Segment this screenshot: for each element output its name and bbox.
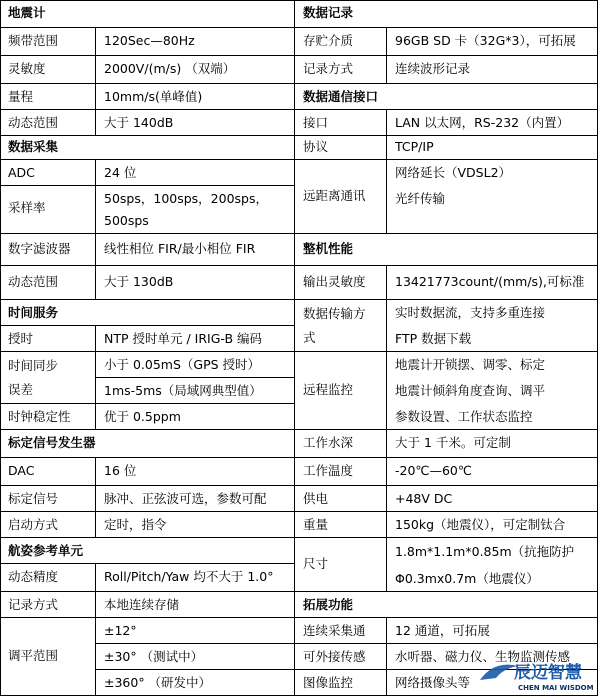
label-record-mode-right: 记录方式: [295, 56, 387, 84]
label-band: 频带范围: [0, 28, 96, 56]
section-extensions: 拓展功能: [295, 592, 598, 618]
label-sample-rate: 采样率: [0, 186, 96, 234]
value-dynamic-range-2: 大于 130dB: [96, 266, 295, 300]
section-time-service: 时间服务: [0, 300, 295, 326]
logo-en-text: CHEN MAI WISDOM: [518, 684, 594, 692]
label-output-sensitivity: 输出灵敏度: [295, 266, 387, 300]
logo-swoosh-icon: [480, 665, 518, 680]
value-timing: NTP 授时单元 / IRIG-B 编码: [96, 326, 295, 352]
value-dynamic-accuracy: Roll/Pitch/Yaw 均不大于 1.0°: [96, 564, 295, 592]
value-sync-gps: 小于 0.05mS（GPS 授时）: [96, 352, 295, 378]
value-leveling-30: ±30° （测试中）: [96, 644, 295, 670]
value-sample-rate: [96, 186, 295, 234]
value-storage: 96GB SD 卡（32G*3），可拓展: [387, 28, 598, 56]
label-storage: 存贮介质: [295, 28, 387, 56]
value-sensitivity: 2000V/(m/s) （双端）: [96, 56, 295, 84]
value-adc: 24 位: [96, 160, 295, 186]
label-weight: 重量: [295, 512, 387, 538]
label-leveling-range: 调平范围: [0, 618, 96, 696]
monitor-line-2: 地震计倾斜角度查询、调平: [395, 383, 546, 398]
value-leveling-12: ±12°: [96, 618, 295, 644]
value-leveling-360: ±360° （研发中）: [96, 670, 295, 696]
transfer-label-line-1: 数据传输方: [303, 306, 366, 321]
label-cal-signal: 标定信号: [0, 486, 96, 512]
transfer-label-line-2: 式: [303, 330, 316, 345]
label-sensitivity: 灵敏度: [0, 56, 96, 84]
label-dynamic-range-1: 动态范围: [0, 110, 96, 136]
label-dac: DAC: [0, 458, 96, 486]
value-cal-signal: 脉冲、正弦波可选，参数可配: [96, 486, 295, 512]
monitor-line-1: 地震计开锁摆、调零、标定: [395, 357, 546, 372]
label-sync-error: [0, 352, 96, 404]
value-remote-monitor: [387, 352, 598, 430]
section-attitude: 航姿参考单元: [0, 538, 295, 564]
value-power: +48V DC: [387, 486, 598, 512]
label-start-mode: 启动方式: [0, 512, 96, 538]
value-output-sensitivity: 13421773count/(mm/s),可标准: [387, 266, 598, 300]
chenmai-logo: [474, 652, 594, 694]
value-dynamic-range-1: 大于 140dB: [96, 110, 295, 136]
value-water-depth: 大于 1 千米。可定制: [387, 430, 598, 458]
value-external-sensors: 水听器、磁力仪、生物监测传感: [387, 644, 598, 670]
value-remote-comm: [387, 160, 598, 234]
value-interface: LAN 以太网，RS-232（内置）: [387, 110, 598, 136]
size-line-1: 1.8m*1.1m*0.85m（抗拖防护: [395, 544, 575, 559]
logo-cn-text: 辰迈智慧: [514, 663, 582, 683]
sync-label-line-2: 误差: [8, 382, 34, 397]
label-clock-stability: 时钟稳定性: [0, 404, 96, 430]
value-transfer-mode: [387, 300, 598, 352]
value-sync-lan: 1ms-5ms（局域网典型值）: [96, 378, 295, 404]
label-record-mode-left: 记录方式: [0, 592, 96, 618]
value-weight: 150kg（地震仪），可定制钛合: [387, 512, 598, 538]
label-timing: 授时: [0, 326, 96, 352]
label-protocol: 协议: [295, 136, 387, 160]
section-seismometer: 地震计: [0, 0, 295, 28]
value-image-monitor: 网络摄像头等: [387, 670, 598, 696]
sample-rate-line-2: 500sps: [104, 213, 149, 228]
transfer-realtime: 实时数据流，支持多重连接: [395, 305, 546, 320]
sample-rate-line-1: 50sps，100sps，200sps，: [104, 191, 269, 206]
label-dynamic-accuracy: 动态精度: [0, 564, 96, 592]
sync-label-line-1: 时间同步: [8, 358, 59, 373]
label-external-sensors: 可外接传感: [295, 644, 387, 670]
section-data-record: 数据记录: [295, 0, 598, 28]
section-comm-interface: 数据通信接口: [295, 84, 598, 110]
section-calibration: 标定信号发生器: [0, 430, 295, 458]
label-size: 尺寸: [295, 538, 387, 592]
remote-comm-fiber: 光纤传输: [395, 191, 446, 206]
size-line-2: Φ0.3mx0.7m（地震仪）: [395, 571, 539, 586]
label-adc: ADC: [0, 160, 96, 186]
section-performance: 整机性能: [295, 234, 598, 266]
value-start-mode: 定时，指令: [96, 512, 295, 538]
value-band: 120Sec—80Hz: [96, 28, 295, 56]
value-record-mode-left: 本地连续存储: [96, 592, 295, 618]
label-power: 供电: [295, 486, 387, 512]
value-record-mode-right: 连续波形记录: [387, 56, 598, 84]
value-range: 10mm/s(单峰值): [96, 84, 295, 110]
label-remote-monitor: 远程监控: [295, 352, 387, 430]
label-interface: 接口: [295, 110, 387, 136]
label-dynamic-range-2: 动态范围: [0, 266, 96, 300]
value-temperature: -20℃—60℃: [387, 458, 598, 486]
value-dac: 16 位: [96, 458, 295, 486]
value-size: [387, 538, 598, 592]
label-temperature: 工作温度: [295, 458, 387, 486]
remote-comm-vdsl2: 网络延长（VDSL2）: [395, 165, 512, 180]
label-continuous-channels: 连续采集通: [295, 618, 387, 644]
label-digital-filter: 数字滤波器: [0, 234, 96, 266]
value-protocol: TCP/IP: [387, 136, 598, 160]
transfer-ftp: FTP 数据下载: [395, 331, 472, 346]
section-acquisition: 数据采集: [0, 136, 295, 160]
label-image-monitor: 图像监控: [295, 670, 387, 696]
value-digital-filter: 线性相位 FIR/最小相位 FIR: [96, 234, 295, 266]
label-transfer-mode: [295, 300, 387, 352]
monitor-line-3: 参数设置、工作状态监控: [395, 409, 533, 424]
label-remote-comm: 远距离通讯: [295, 160, 387, 234]
label-water-depth: 工作水深: [295, 430, 387, 458]
label-range: 量程: [0, 84, 96, 110]
value-continuous-channels: 12 通道，可拓展: [387, 618, 598, 644]
value-clock-stability: 优于 0.5ppm: [96, 404, 295, 430]
